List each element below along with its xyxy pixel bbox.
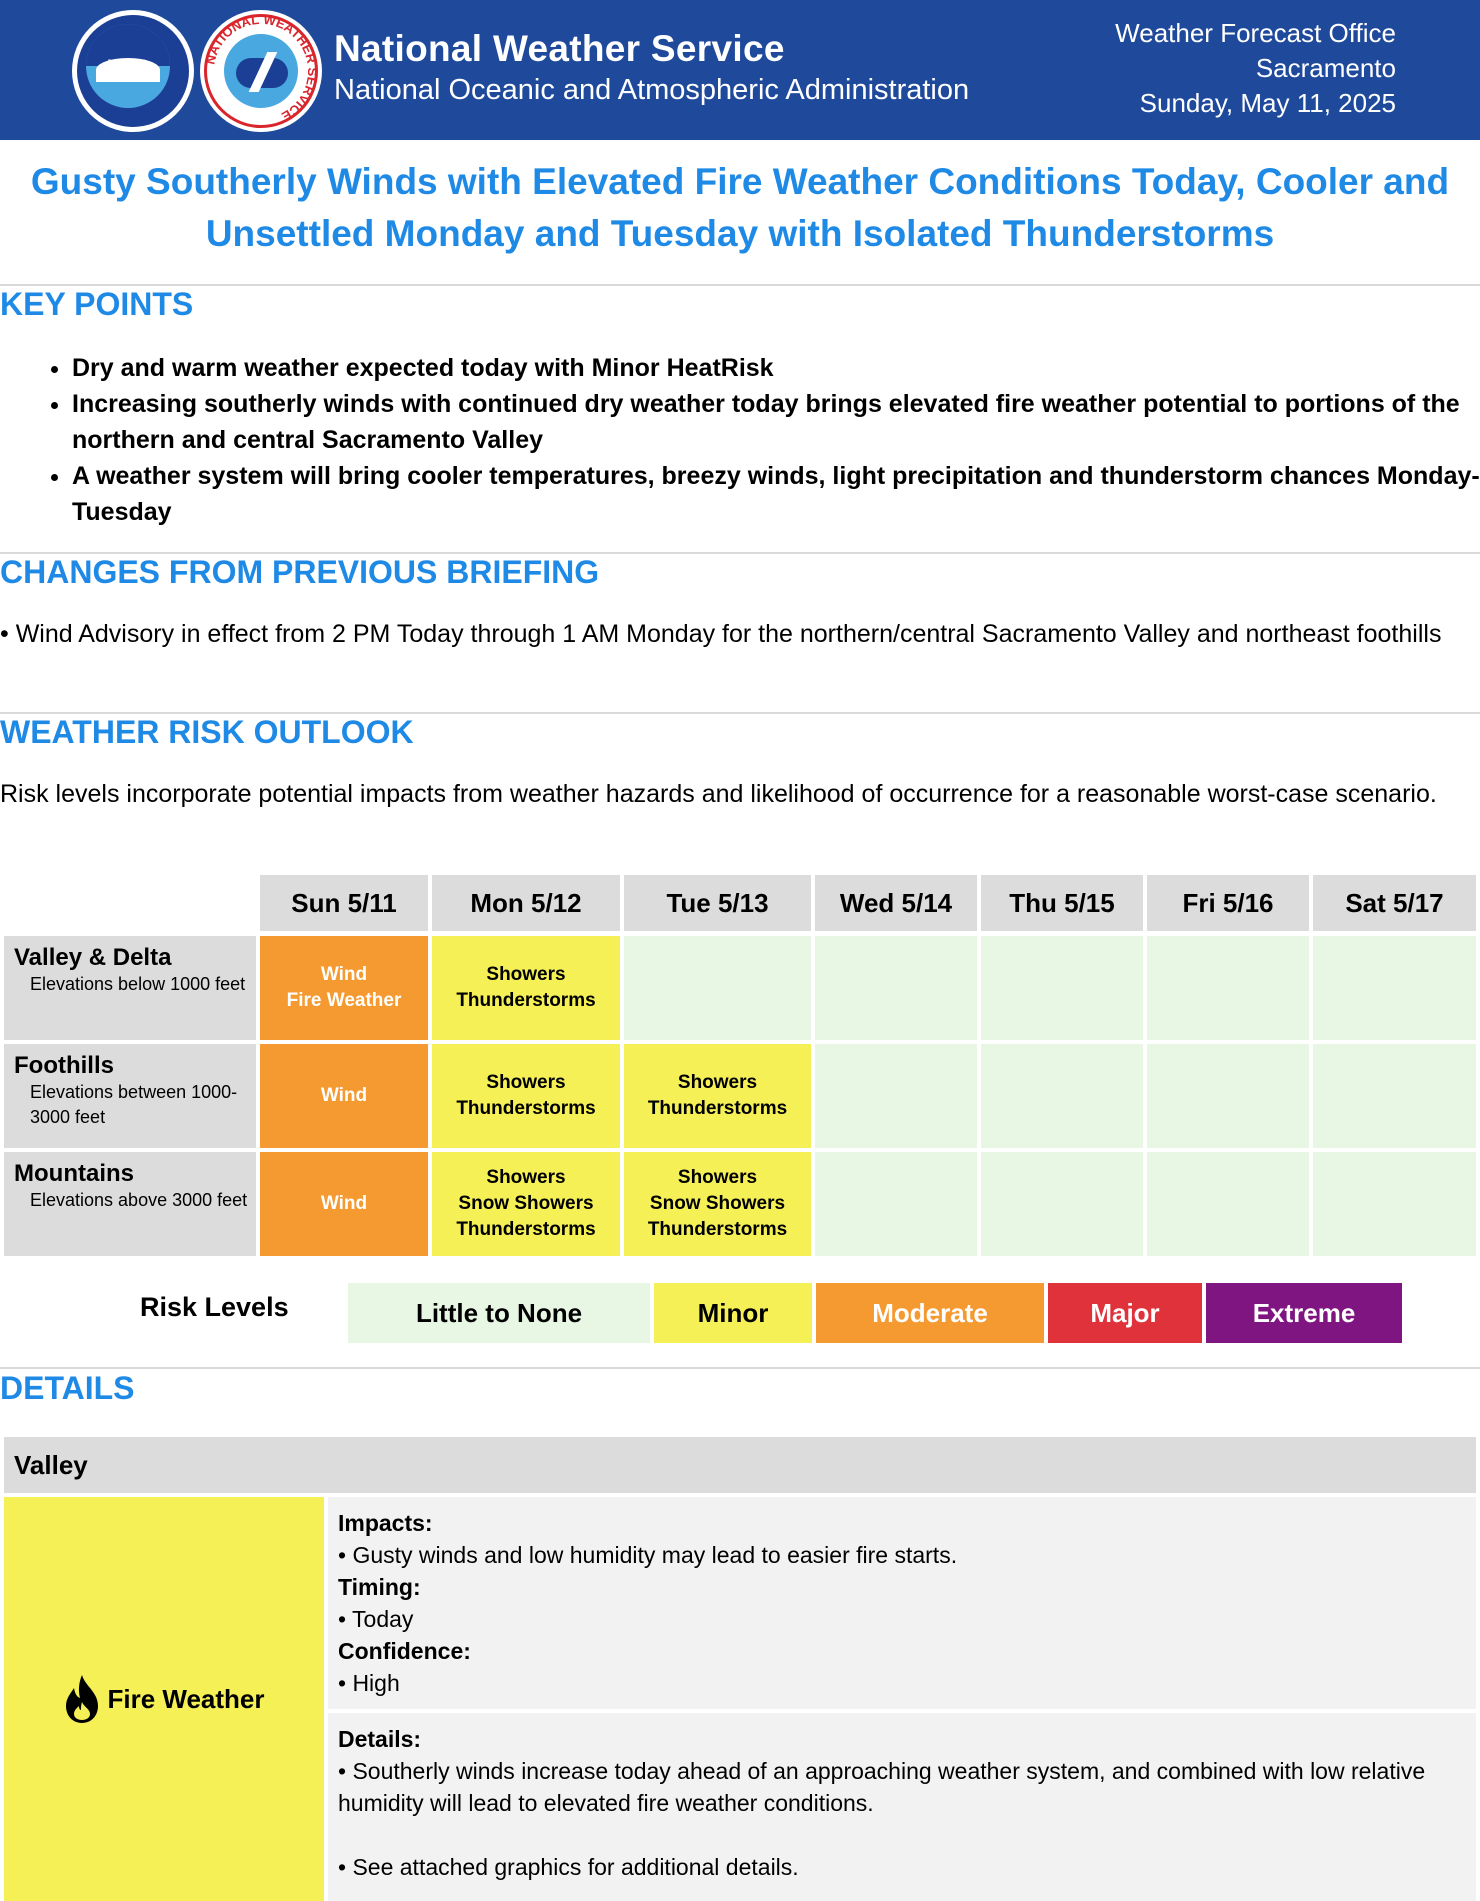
region-header: [4, 1152, 256, 1256]
legend-item: Moderate: [816, 1283, 1044, 1343]
briefing-date: Sunday, May 11, 2025: [1139, 88, 1396, 118]
risk-cell: [1313, 1044, 1476, 1148]
nws-logo-text: NATIONAL WEATHER SERVICE: [202, 11, 321, 125]
risk-cell: [260, 1152, 428, 1256]
timing-label: Timing:: [338, 1574, 421, 1600]
region-elevation: Elevations below 1000 feet: [30, 974, 246, 994]
risk-cell: [1313, 936, 1476, 1040]
legend-item: Minor: [654, 1283, 812, 1343]
region-header: [4, 936, 256, 1040]
hazard-text: Wind: [320, 964, 368, 985]
details-text: • Southerly winds increase today ahead of an approaching weather system, and combined with low relative humidity will lead to elevated fire weather conditions.: [338, 1758, 1426, 1816]
risk-cell: [981, 1152, 1143, 1256]
risk-cell: [815, 1152, 977, 1256]
day-header: Tue 5/13: [624, 875, 811, 931]
risk-cell: [432, 1152, 620, 1256]
region-name: Mountains: [14, 1160, 134, 1187]
legend-label: Risk Levels: [140, 1292, 289, 1322]
details-box: [328, 1713, 1476, 1901]
hazard-text: Showers: [677, 1072, 758, 1093]
region-name: Valley & Delta: [14, 944, 172, 971]
risk-cell: [432, 1044, 620, 1148]
key-point: • Dry and warm weather expected today with Minor HeatRisk: [72, 350, 1480, 386]
outlook-text: Risk levels incorporate potential impacts from weather hazards and likelihood of occurrence for a reasonable worst-case scenario.: [0, 780, 1437, 808]
hazard-label: Fire Weather: [107, 1683, 265, 1714]
hazard-text: Showers: [677, 1167, 758, 1188]
hazard-text: Showers: [486, 1072, 566, 1093]
hazard-text: Fire Weather: [286, 990, 402, 1011]
risk-cell: [815, 936, 977, 1040]
divider: [0, 1367, 1480, 1369]
day-header: Mon 5/12: [432, 875, 620, 931]
header-title: National Weather Service: [334, 28, 785, 69]
risk-cell: [1147, 1044, 1309, 1148]
region-elevation: Elevations between 1000-3000 feet: [30, 1082, 238, 1127]
changes-text: • Wind Advisory in effect from 2 PM Today through 1 AM Monday for the northern/central Sacramento Valley and northeast foothills: [0, 620, 1442, 648]
header-office-info: [1115, 16, 1396, 121]
office-city: Sacramento: [1255, 53, 1396, 83]
day-header: Wed 5/14: [815, 875, 977, 931]
legend-item: Little to None: [348, 1283, 650, 1343]
confidence-label: Confidence:: [338, 1638, 471, 1664]
fire-icon: [63, 1674, 101, 1724]
risk-cell: [1147, 1152, 1309, 1256]
risk-cell: [981, 1044, 1143, 1148]
impacts-text: • Gusty winds and low humidity may lead to easier fire starts.: [338, 1542, 958, 1568]
hazard-text: Thunderstorms: [647, 1219, 788, 1240]
risk-cell: [260, 936, 428, 1040]
timing-text: • Today: [338, 1606, 414, 1632]
risk-cell: [624, 1044, 811, 1148]
key-point: • Increasing southerly winds with continued dry weather today brings elevated fire weather potential to portions of the northern and central Sacramento Valley: [72, 386, 1480, 458]
legend-item: Major: [1048, 1283, 1202, 1343]
risk-cell: [1147, 936, 1309, 1040]
hazard-text: Snow Showers: [458, 1193, 594, 1214]
divider: [0, 284, 1480, 286]
confidence-text: • High: [338, 1670, 400, 1696]
hazard-text: Wind: [320, 1193, 368, 1214]
details-region: Valley: [4, 1437, 1476, 1493]
details-heading: DETAILS: [0, 1370, 135, 1406]
hazard-text: Showers: [486, 1167, 566, 1188]
header-subtitle: National Oceanic and Atmospheric Administration: [334, 74, 970, 106]
page-header: [0, 0, 1480, 140]
risk-cell: [432, 936, 620, 1040]
office-name: Weather Forecast Office: [1115, 18, 1396, 48]
hazard-box: [4, 1497, 324, 1901]
hazard-text: Thunderstorms: [456, 990, 596, 1011]
svg-text:NATIONAL WEATHER SERVICE: [202, 12, 320, 125]
day-header: Sun 5/11: [260, 875, 428, 931]
noaa-logo: [72, 10, 194, 132]
key-points-heading: KEY POINTS: [0, 286, 194, 322]
outlook-heading: WEATHER RISK OUTLOOK: [0, 714, 414, 750]
hazard-text: Showers: [486, 964, 566, 985]
region-name: Foothills: [14, 1052, 114, 1079]
details-note: • See attached graphics for additional details.: [338, 1854, 799, 1880]
impacts-label: Impacts:: [338, 1510, 433, 1536]
region-header: [4, 1044, 256, 1148]
hazard-text: Wind: [320, 1085, 368, 1106]
legend-item: Extreme: [1206, 1283, 1402, 1343]
day-header: Thu 5/15: [981, 875, 1143, 931]
details-label: Details:: [338, 1726, 422, 1752]
key-point: • A weather system will bring cooler temperatures, breezy winds, light precipitation and thunderstorm chances Monday-Tuesday: [72, 458, 1480, 530]
changes-heading: CHANGES FROM PREVIOUS BRIEFING: [0, 554, 600, 590]
impacts-box: [328, 1497, 1476, 1709]
nws-logo: [200, 10, 322, 132]
hazard-text: Thunderstorms: [647, 1098, 788, 1119]
day-header: Sat 5/17: [1313, 875, 1476, 931]
day-header: Fri 5/16: [1147, 875, 1309, 931]
risk-cell: [981, 936, 1143, 1040]
region-elevation: Elevations above 3000 feet: [30, 1190, 248, 1210]
risk-cell: [260, 1044, 428, 1148]
risk-cell: [1313, 1152, 1476, 1256]
hazard-text: Snow Showers: [649, 1193, 786, 1214]
risk-cell: [815, 1044, 977, 1148]
key-points-list: [40, 350, 1480, 530]
briefing-title: Gusty Southerly Winds with Elevated Fire Weather Conditions Today, Cooler and Unsettled Monday and Tuesday with Isolated Thunderstorms: [30, 161, 1450, 254]
risk-cell: [624, 936, 811, 1040]
noaa-logo-text: NOAA: [107, 56, 149, 72]
hazard-text: Thunderstorms: [456, 1219, 596, 1240]
risk-cell: [624, 1152, 811, 1256]
hazard-text: Thunderstorms: [456, 1098, 596, 1119]
